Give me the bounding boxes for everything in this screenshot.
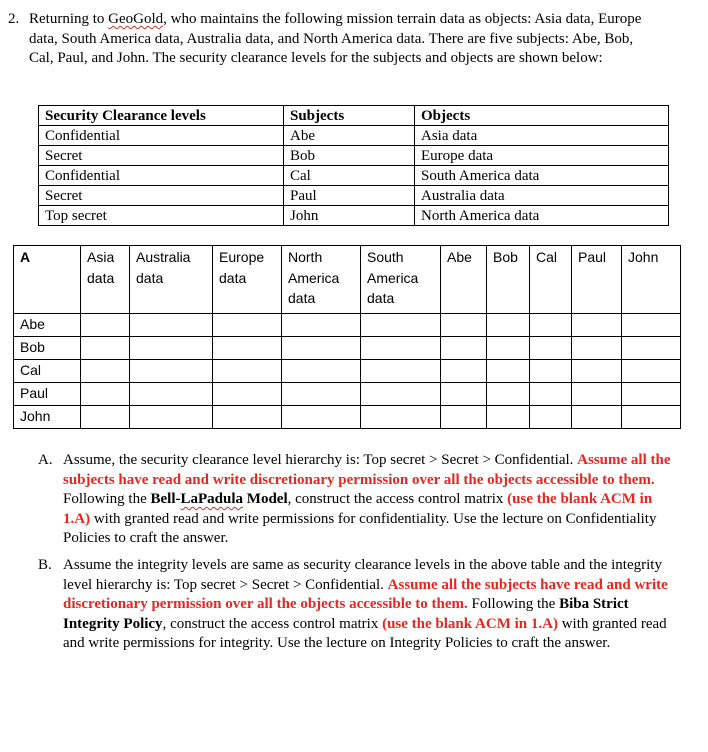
acm-cell — [487, 314, 530, 337]
acm-header-row — [14, 246, 681, 314]
company-name: GeoGold — [108, 11, 164, 27]
acm-cell — [622, 337, 681, 360]
access-control-matrix — [13, 245, 681, 429]
part-b-acm-note: (use the blank ACM in 1.A) — [382, 615, 558, 632]
acm-cell — [361, 360, 441, 383]
part-b-text: , construct the access control matrix — [162, 615, 383, 632]
part-b-text: Assume the integrity levels are same as security clearance levels in the above table and the integrity level hierarchy is: Top secret > Secret > Confidential. — [63, 556, 662, 593]
acm-cell — [572, 337, 622, 360]
table-row — [39, 186, 669, 206]
table-row — [39, 166, 669, 186]
part-b — [38, 556, 678, 654]
acm-cell — [441, 337, 487, 360]
acm-cell — [81, 314, 130, 337]
acm-cell — [361, 314, 441, 337]
part-a-text: with granted read and write permissions for confidentiality. Use the lecture on Confidentiality Policies to craft the answer. — [63, 510, 657, 547]
acm-cell — [282, 337, 361, 360]
acm-cell — [487, 383, 530, 406]
model-name-squiggle: LaPadula — [180, 491, 244, 508]
acm-cell — [213, 360, 282, 383]
acm-cell — [130, 383, 213, 406]
acm-cell — [81, 383, 130, 406]
acm-cell — [361, 383, 441, 406]
subject-cell: Bob — [284, 146, 415, 166]
subject-cell: Abe — [284, 126, 415, 146]
acm-cell — [622, 406, 681, 429]
acm-cell — [441, 360, 487, 383]
acm-row — [14, 360, 681, 383]
part-a-text: , construct the access control matrix — [287, 491, 508, 508]
part-b-text: Following the — [467, 596, 560, 613]
acm-corner-label: A — [14, 246, 81, 314]
acm-column-header: Paul — [572, 246, 622, 314]
acm-cell — [282, 406, 361, 429]
subject-cell: Cal — [284, 166, 415, 186]
acm-cell — [622, 314, 681, 337]
object-cell: Asia data — [415, 126, 669, 146]
acm-cell — [441, 406, 487, 429]
acm-cell — [487, 337, 530, 360]
security-table-header — [39, 106, 669, 126]
acm-cell — [130, 314, 213, 337]
acm-column-header: South America data — [361, 246, 441, 314]
acm-cell — [130, 406, 213, 429]
part-b-text: with granted read and write permissions for integrity. Use the lecture on Integrity Policies to craft the answer. — [63, 615, 667, 652]
acm-cell — [572, 406, 622, 429]
sub-questions — [38, 451, 678, 661]
acm-cell — [572, 360, 622, 383]
acm-cell — [130, 337, 213, 360]
part-a-assumption: Assume all the subjects have read and write discretionary permission over all the objects accessible to them. — [63, 452, 671, 488]
header-subjects: Subjects — [284, 106, 415, 126]
part-b-label: B. — [38, 556, 52, 573]
acm-cell — [441, 383, 487, 406]
acm-cell — [530, 383, 572, 406]
acm-column-header: Cal — [530, 246, 572, 314]
acm-column-header: John — [622, 246, 681, 314]
intro-text-end: , who maintains the following mission terrain data as objects: Asia data, Europe data, South America data, Australia data, and North America data. There are five subjects: Abe, Bob, Cal, Paul, and John. The security clearance levels for the subjects and objects are shown below: — [29, 11, 642, 66]
table-row — [39, 206, 669, 226]
acm-cell — [213, 337, 282, 360]
acm-row — [14, 337, 681, 360]
acm-row-label: Paul — [14, 383, 81, 406]
acm-cell — [441, 314, 487, 337]
acm-cell — [213, 383, 282, 406]
acm-cell — [81, 406, 130, 429]
clearance-cell: Top secret — [39, 206, 284, 226]
acm-cell — [361, 406, 441, 429]
table-row — [39, 146, 669, 166]
intro-text-start: Returning to — [29, 11, 109, 27]
acm-row-label: John — [14, 406, 81, 429]
object-cell: Australia data — [415, 186, 669, 206]
model-name-end: Model — [243, 491, 288, 508]
acm-cell — [81, 337, 130, 360]
acm-column-header: Australia data — [130, 246, 213, 314]
question-intro — [8, 10, 658, 69]
acm-cell — [282, 314, 361, 337]
subject-cell: John — [284, 206, 415, 226]
policy-name: Biba Strict Integrity Policy — [63, 596, 629, 632]
acm-cell — [282, 360, 361, 383]
acm-column-header: Bob — [487, 246, 530, 314]
clearance-cell: Confidential — [39, 126, 284, 146]
subject-cell: Paul — [284, 186, 415, 206]
acm-cell — [530, 314, 572, 337]
question-text — [29, 10, 658, 69]
acm-row — [14, 406, 681, 429]
part-b-assumption: Assume all the subjects have read and write discretionary permission over all the objects accessible to them. — [63, 576, 668, 613]
header-objects: Objects — [415, 106, 669, 126]
question-number: 2. — [8, 11, 20, 27]
acm-column-header: North America data — [282, 246, 361, 314]
acm-cell — [572, 314, 622, 337]
security-clearance-table — [38, 105, 669, 226]
acm-row-label: Bob — [14, 337, 81, 360]
acm-column-header: Europe data — [213, 246, 282, 314]
acm-cell — [530, 360, 572, 383]
object-cell: North America data — [415, 206, 669, 226]
acm-cell — [81, 360, 130, 383]
table-row — [39, 126, 669, 146]
acm-cell — [487, 406, 530, 429]
acm-cell — [530, 406, 572, 429]
acm-row-label: Cal — [14, 360, 81, 383]
acm-cell — [130, 360, 213, 383]
acm-cell — [361, 337, 441, 360]
acm-cell — [282, 383, 361, 406]
acm-cell — [530, 337, 572, 360]
model-name: Bell- — [150, 491, 181, 508]
acm-cell — [213, 314, 282, 337]
header-security-levels: Security Clearance levels — [39, 106, 284, 126]
clearance-cell: Secret — [39, 146, 284, 166]
acm-cell — [213, 406, 282, 429]
clearance-cell: Confidential — [39, 166, 284, 186]
object-cell: South America data — [415, 166, 669, 186]
part-a — [38, 451, 678, 549]
acm-row — [14, 314, 681, 337]
acm-row — [14, 383, 681, 406]
acm-cell — [622, 383, 681, 406]
part-a-text: Assume, the security clearance level hierarchy is: Top secret > Secret > Confidential. — [63, 452, 578, 468]
part-a-text: Following the — [63, 491, 151, 508]
acm-column-header: Asia data — [81, 246, 130, 314]
clearance-cell: Secret — [39, 186, 284, 206]
acm-cell — [572, 383, 622, 406]
acm-row-label: Abe — [14, 314, 81, 337]
acm-cell — [622, 360, 681, 383]
acm-cell — [487, 360, 530, 383]
acm-column-header: Abe — [441, 246, 487, 314]
part-a-label: A. — [38, 452, 53, 468]
part-a-acm-note: (use the blank ACM in 1.A) — [63, 491, 653, 527]
object-cell: Europe data — [415, 146, 669, 166]
